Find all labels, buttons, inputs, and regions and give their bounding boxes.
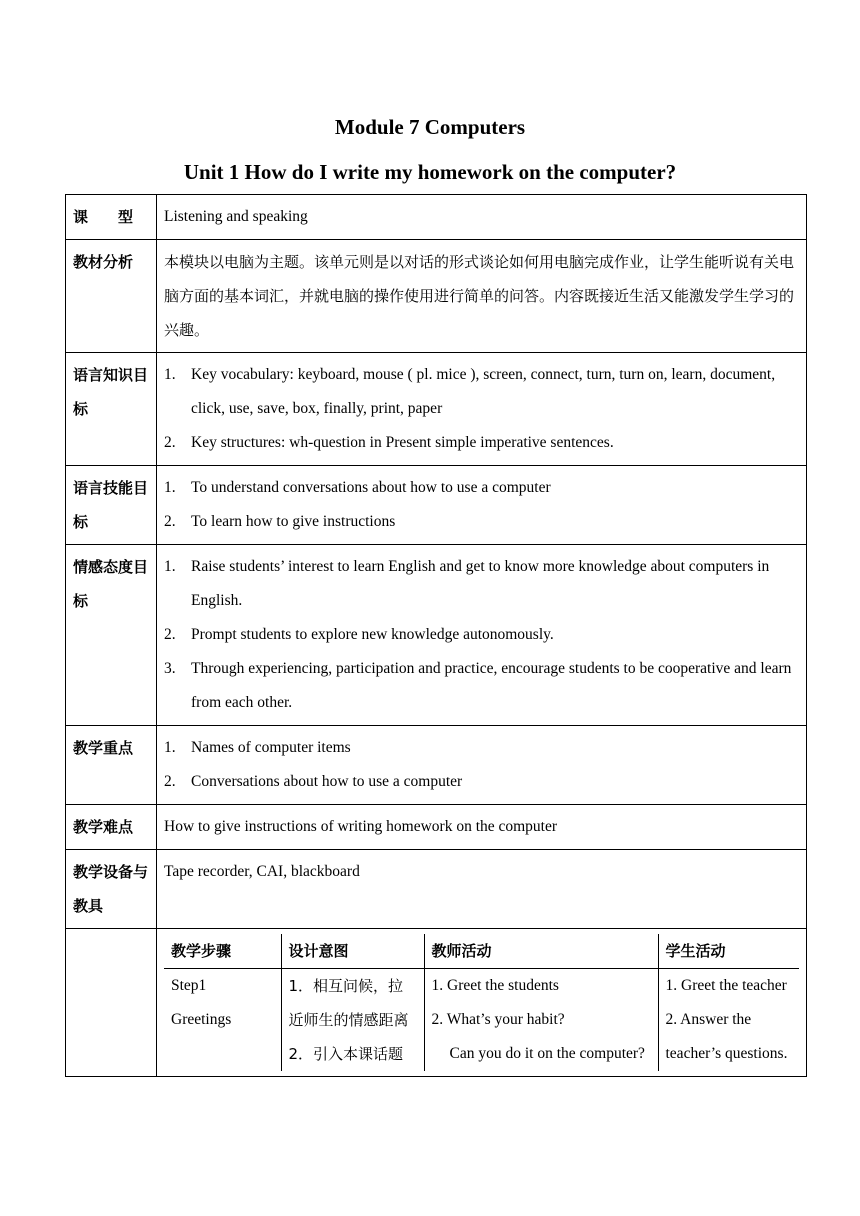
row-material-analysis [66, 240, 807, 353]
row-key-points [66, 726, 807, 805]
value-emotion-attitude [157, 545, 807, 726]
empty-label-cell [66, 929, 157, 1077]
label-course-type: 课 型 [66, 195, 157, 240]
value-language-skills [157, 466, 807, 545]
student-activity: 1. Greet the teacher 2. Answer the teacher’s questions. [658, 969, 799, 1072]
value-key-points [157, 726, 807, 805]
steps-header-row [164, 934, 799, 969]
list-item: 2. Prompt students to explore new knowledge autonomously. [164, 626, 554, 643]
header-student-activity: 学生活动 [658, 934, 799, 969]
value-course-type: Listening and speaking [157, 195, 807, 240]
list-item: 1. Names of computer items [164, 739, 351, 756]
label-language-knowledge: 语言知识目标 [66, 353, 157, 466]
teacher-activity: 1. Greet the students 2. What’s your habit? Can you do it on the computer? [424, 969, 658, 1072]
list-item: 1. To understand conversations about how to use a computer [164, 479, 551, 496]
step-name: Step1 Greetings [171, 977, 232, 1028]
list-item: 1. Raise students’ interest to learn English and get to know more knowledge about computers in English. [164, 558, 770, 609]
unit-title: Unit 1 How do I write my homework on the computer? [183, 160, 677, 184]
header-teacher-activity: 教师活动 [424, 934, 658, 969]
header-intent: 设计意图 [281, 934, 424, 969]
row-language-skills [66, 466, 807, 545]
row-emotion-attitude [66, 545, 807, 726]
list-item: 3. Through experiencing, participation and practice, encourage students to be cooperative and learn from each other. [164, 660, 792, 711]
module-title: Module 7 Computers [334, 115, 526, 139]
list-item: 2. To learn how to give instructions [164, 513, 396, 530]
lesson-plan-table [65, 194, 807, 1077]
steps-cell [157, 929, 807, 1077]
list-item: 1. Key vocabulary: keyboard, mouse ( pl. mice ), screen, connect, turn, turn on, learn, document, click, use, save, box, finally, print, paper [164, 366, 776, 417]
header-step: 教学步骤 [164, 934, 281, 969]
label-material-analysis: 教材分析 [66, 240, 157, 353]
label-difficulties: 教学难点 [66, 805, 157, 850]
list-item: 2. Conversations about how to use a computer [164, 773, 463, 790]
label-emotion-attitude: 情感态度目标 [66, 545, 157, 726]
list-item: 2. Key structures: wh-question in Present simple imperative sentences. [164, 434, 614, 451]
table-row [164, 969, 799, 1072]
label-key-points: 教学重点 [66, 726, 157, 805]
row-teaching-steps [66, 929, 807, 1077]
value-equipment: Tape recorder, CAI, blackboard [157, 850, 807, 929]
steps-table [164, 934, 799, 1071]
row-course-type [66, 195, 807, 240]
label-equipment: 教学设备与教具 [66, 850, 157, 929]
value-material-analysis: 本模块以电脑为主题。该单元则是以对话的形式谈论如何用电脑完成作业，让学生能听说有关电脑方面的基本词汇，并就电脑的操作使用进行简单的问答。内容既接近生活又能激发学生学习的兴趣。 [157, 240, 807, 353]
row-difficulties [66, 805, 807, 850]
value-language-knowledge [157, 353, 807, 466]
row-language-knowledge [66, 353, 807, 466]
value-difficulties: How to give instructions of writing homework on the computer [157, 805, 807, 850]
step-intent: 1．相互问候，拉近师生的情感距离 2．引入本课话题 [281, 969, 424, 1072]
label-language-skills: 语言技能目标 [66, 466, 157, 545]
row-equipment [66, 850, 807, 929]
